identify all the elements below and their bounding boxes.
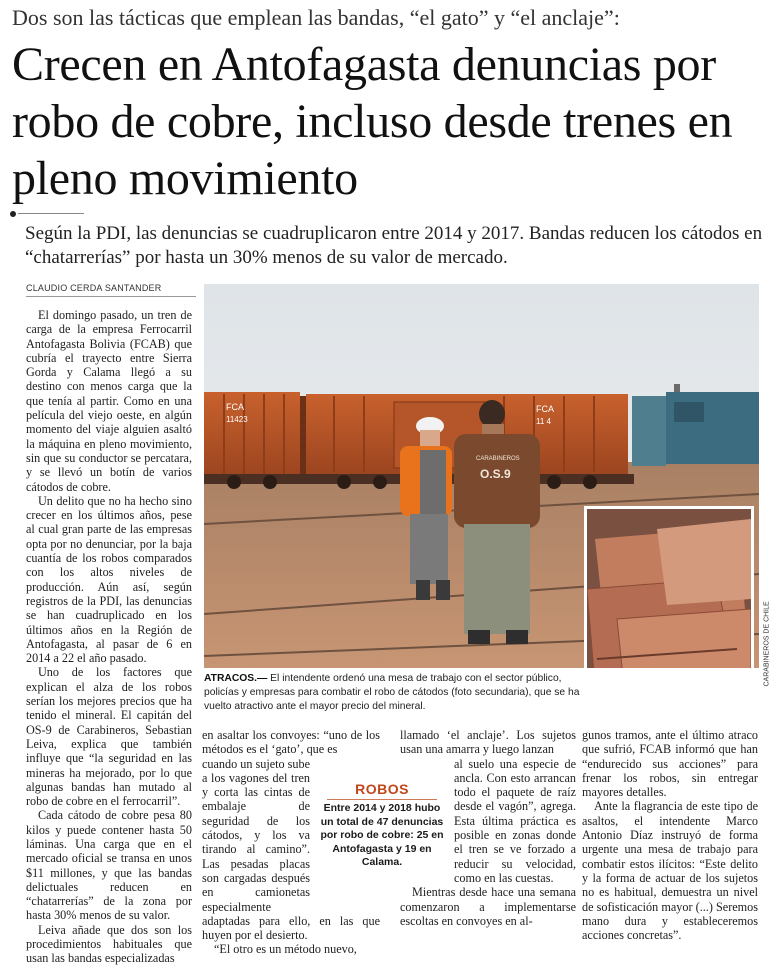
lede: Según la PDI, las denuncias se cuadruplicaron entre 2014 y 2017. Bandas reducen los cátodos en “chatarrerías” por hasta un 30% menos de su valor de mercado. [25, 223, 763, 268]
photo-credit: CARABINEROS DE CHILE [763, 601, 771, 687]
paragraph: Un delito que no ha hecho sino crecer en los últimos años, pese al cual gran parte de las empresas opta por no denunciar, por la baja cuantía de los robos comparados con los altos niveles de producción. Aún así, según registros de la PDI, las denuncias se han cuadruplicado en los últimos años en la Región de Antofagasta, al pasar de 6 en 2014 a 22 el año pasado. [26, 493, 192, 666]
car-number-1: 11423 [226, 415, 248, 424]
paragraph: “El otro es un método nuevo, [214, 942, 357, 957]
paragraph: cuando un sujeto sube a los vagones del tren y corta las cintas de embalaje de seguridad de los cátodos, y los va tirando al camino”. Las pesadas placas son cargadas después en camionetas especialmente [202, 756, 310, 914]
kicker: Dos son las tácticas que emplean las bandas, “el gato” y “el anclaje”: [12, 5, 620, 30]
article-column-1 [26, 308, 192, 966]
sidebar-text: Entre 2014 y 2018 hubo un total de 47 denuncias por robo de cobre: 25 en Antofagasta y 19 en Calama. [320, 802, 444, 868]
car-label-1: FCA [226, 402, 244, 412]
byline: CLAUDIO CERDA SANTANDER [26, 283, 162, 293]
sidebar-title: ROBOS [355, 781, 409, 797]
byline-rule [26, 296, 196, 297]
paragraph: El domingo pasado, un tren de carga de la empresa Ferrocarril Antofagasta Bolivia (FCAB) que cubría el trayecto entre Sierra Gorda y Calama llegó a su destino con menos carga que la que tenía al partir. Como en una película del viejo oeste, en algún momento del viaje alguien asaltó la máquina en pleno movimiento, sin que su conductor se percatara, y se llevó un botín de varios cátodos de cobre. [26, 308, 192, 494]
headline: Crecen en Antofagasta denuncias por robo de cobre, incluso desde trenes en pleno movimiento [12, 38, 733, 205]
paragraph: Leiva añade que dos son los procedimientos habituales que usan las bandas especializadas [26, 922, 192, 966]
caption-lead: ATRACOS.— [204, 673, 268, 684]
caption-text: El intendente ordenó una mesa de trabajo con el sector público, policías y empresas para combatir el robo de cátodos (foto secundaria), que se ha vuelto atractivo ante el mayor precio del mineral. [204, 673, 580, 712]
paragraph: en asaltar los convoyes: “uno de los métodos es el ‘gato’, que es [202, 728, 380, 757]
vest-label-1: CARABINEROS [476, 456, 520, 462]
paragraph: gunos tramos, ante el último atraco que sufrió, FCAB informó que han “endurecido sus acciones” para frenar los robos, sin entregar mayores detalles. [582, 728, 758, 800]
section-marker [10, 210, 84, 218]
photo-caption [204, 672, 584, 714]
article-column-3 [400, 728, 576, 928]
paragraph: Ante la flagrancia de este tipo de asaltos, el intendente Marco Antonio Díaz instruyó de forma urgente una mesa de trabajo para combatir estos ilícitos: “Este delito y la forma de actuar de los sujetos no es habitual, demuestra un nivel de sofisticación mayor (...) Seremos mano dura y estableceremos acciones concretas”. [582, 799, 758, 943]
main-photo [204, 284, 759, 668]
car-label-2: FCA [536, 404, 554, 414]
vest-label-2: O.S.9 [480, 467, 511, 481]
paragraph: Uno de los factores que explican el alza de los robos serían los mejores precios que ha tenido el mineral. El capitán del OS-9 de Carabineros, Sebastian Leiva, explica que también influye que “la seguridad en las mineras ha mejorado, por lo que algunas bandas han mutado al robo de cobre en el ferrocarril”. [26, 665, 192, 809]
car-number-2: 11 4 [536, 417, 551, 426]
paragraph: Cada cátodo de cobre pesa 80 kilos y puede contener hasta 50 láminas. Una carga que en el mercado oficial se transa en unos $11 millones, y que las bandas delictuales reducen en “chatarrerías” de la zona por hasta 30% menos de su valor. [26, 808, 192, 923]
officer-figure [454, 400, 540, 644]
paragraph: al suelo una especie de ancla. Con esto arrancan todo el paquete de raíz desde el vagón”, agrega. Esta última práctica es posible en zonas donde el tren se ve forzado a reducir su velocidad, como en las cuestas. [454, 756, 576, 885]
article-column-4 [582, 728, 758, 942]
inset-photo-copper [584, 506, 754, 668]
paragraph: Mientras desde hace una semana comenzaron a implementarse escoltas en convoyes en al- [400, 885, 576, 928]
paragraph: llamado ‘el anclaje’. Los sujetos usan una amarra y luego lanzan [400, 728, 576, 757]
paragraph: adaptadas para ello, en las que huyen por el desierto. [202, 913, 380, 943]
